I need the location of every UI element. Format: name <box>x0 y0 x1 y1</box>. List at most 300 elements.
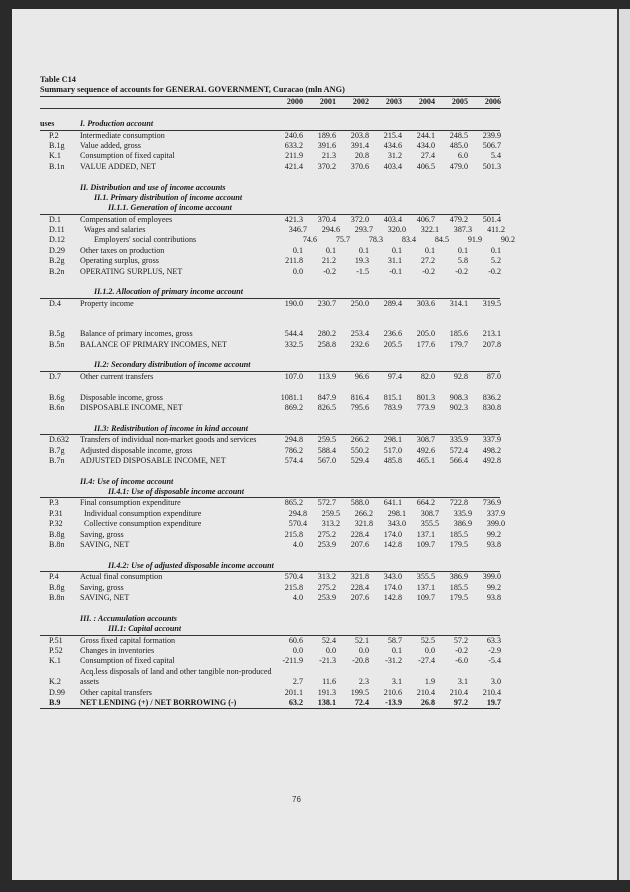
cell-value: 786.2 <box>284 445 303 455</box>
cell-value: 303.6 <box>416 298 435 308</box>
cell-value: 5.4 <box>490 151 501 161</box>
row-code: D.12 <box>49 235 65 245</box>
section-title: II.4: Use of income account <box>80 476 174 486</box>
cell-value: 479.2 <box>449 214 468 224</box>
row-code: B.2g <box>49 256 65 266</box>
cell-value: -21.3 <box>319 656 336 666</box>
cell-value: 498.2 <box>482 445 501 455</box>
row-label: Adjusted disposable income, gross <box>80 445 193 455</box>
cell-value: 74.6 <box>302 235 317 245</box>
row-label: Consumption of fixed capital <box>80 151 175 161</box>
row-label: Other taxes on production <box>80 245 165 255</box>
row-label: Employers' social contributions <box>94 235 197 245</box>
cell-value: 275.2 <box>317 529 336 539</box>
row-code: B.8n <box>49 540 65 550</box>
cell-value: 641.1 <box>383 498 402 508</box>
table-title: Summary sequence of accounts for GENERAL GOVERNMENT, Curacao (mln ANG) <box>40 85 500 96</box>
table-row <box>40 519 505 529</box>
cell-value: 0.0 <box>424 645 435 655</box>
page-number: 76 <box>292 795 301 804</box>
section-title: II.2: Secondary distribution of income account <box>94 360 251 370</box>
row-code: K.2 <box>49 677 61 687</box>
cell-value: 506.7 <box>482 140 501 150</box>
cell-value: 109.7 <box>416 592 435 602</box>
cell-value: 213.1 <box>482 329 501 339</box>
row-label: BALANCE OF PRIMARY INCOMES, NET <box>80 339 227 349</box>
table-row <box>40 141 500 151</box>
table-row <box>40 593 500 603</box>
cell-value: 4.0 <box>292 592 303 602</box>
section-title: II. Distribution and use of income accounts <box>80 182 226 192</box>
cell-value: -2.9 <box>488 645 501 655</box>
cell-value: 211.8 <box>285 256 303 266</box>
year-header: 2002 <box>352 97 369 107</box>
cell-value: -13.9 <box>385 697 402 707</box>
row-label: Wages and salaries <box>84 225 146 235</box>
cell-value: 836.2 <box>482 392 501 402</box>
cell-value: -0.1 <box>389 266 402 276</box>
table-row <box>40 225 505 235</box>
cell-value: 75.7 <box>335 235 350 245</box>
table-c14 <box>40 75 515 709</box>
cell-value: 372.0 <box>350 214 369 224</box>
cell-value: 27.4 <box>420 151 435 161</box>
cell-value: 550.2 <box>350 445 369 455</box>
cell-value: 343.0 <box>387 519 406 529</box>
cell-value: 96.6 <box>354 371 369 381</box>
section-title: II.1.2. Allocation of primary income account <box>94 287 243 297</box>
cell-value: 501.4 <box>482 214 501 224</box>
cell-value: 19.3 <box>354 256 369 266</box>
cell-value: 21.2 <box>321 256 336 266</box>
cell-value: 93.8 <box>486 540 501 550</box>
cell-value: -20.8 <box>352 656 369 666</box>
row-label: VALUE ADDED, NET <box>80 161 157 171</box>
cell-value: 322.1 <box>420 225 439 235</box>
cell-value: 544.4 <box>284 329 303 339</box>
row-code: B.6g <box>49 392 65 402</box>
cell-value: 387.3 <box>453 225 472 235</box>
row-label: Property income <box>80 298 134 308</box>
cell-value: 6.0 <box>457 151 468 161</box>
cell-value: 567.0 <box>317 455 336 465</box>
section-title: II.3: Redistribution of income in kind account <box>94 423 249 433</box>
table-row <box>40 162 500 172</box>
row-label: Saving, gross <box>80 582 124 592</box>
cell-value: 21.3 <box>321 151 336 161</box>
cell-value: 137.1 <box>416 582 435 592</box>
year-header: 2000 <box>286 97 303 107</box>
table-row <box>40 677 500 687</box>
cell-value: 355.5 <box>416 572 435 582</box>
cell-value: 633.2 <box>284 140 303 150</box>
cell-value: 177.6 <box>416 339 435 349</box>
row-code: B.8g <box>49 529 65 539</box>
cell-value: 236.6 <box>383 329 402 339</box>
row-label: SAVING, NET <box>80 540 130 550</box>
cell-value: 421.4 <box>284 161 303 171</box>
table-row <box>40 246 500 256</box>
cell-value: 19.7 <box>486 697 501 707</box>
cell-value: 572.4 <box>449 445 468 455</box>
cell-value: 2.7 <box>292 677 303 687</box>
row-code: P.2 <box>49 130 59 140</box>
table-row <box>40 572 500 582</box>
cell-value: 280.2 <box>317 329 336 339</box>
cell-value: 319.5 <box>482 298 501 308</box>
row-label: Operating surplus, gross <box>80 256 159 266</box>
cell-value: 0.1 <box>391 245 402 255</box>
cell-value: -31.2 <box>385 656 402 666</box>
cell-value: 664.2 <box>416 498 435 508</box>
cell-value: 298.1 <box>383 435 402 445</box>
cell-value: 492.8 <box>482 455 501 465</box>
cell-value: 174.0 <box>383 582 402 592</box>
cell-value: 26.8 <box>420 697 435 707</box>
row-label: Acq.less disposals of land and other tangible non-produced <box>80 666 272 676</box>
cell-value: 0.1 <box>490 245 501 255</box>
cell-value: 253.9 <box>317 592 336 602</box>
cell-value: 205.0 <box>416 329 435 339</box>
cell-value: 137.1 <box>416 529 435 539</box>
cell-value: 308.7 <box>416 435 435 445</box>
cell-value: 97.2 <box>453 697 468 707</box>
cell-value: 199.5 <box>350 687 369 697</box>
cell-value: 485.8 <box>383 455 402 465</box>
table-row <box>40 508 505 519</box>
row-code: B.1g <box>49 140 65 150</box>
cell-value: 321.8 <box>350 572 369 582</box>
table-row <box>40 498 500 508</box>
row-code: B.2n <box>49 266 65 276</box>
cell-value: 259.5 <box>321 508 340 518</box>
cell-value: 211.9 <box>285 151 303 161</box>
cell-value: 60.6 <box>288 635 303 645</box>
cell-value: 189.6 <box>317 130 336 140</box>
table-row <box>40 340 500 350</box>
cell-value: 93.8 <box>486 592 501 602</box>
cell-value: 570.4 <box>288 519 307 529</box>
cell-value: 0.1 <box>457 245 468 255</box>
row-label: Final consumption expenditure <box>80 498 181 508</box>
row-label: Value added, gross <box>80 140 141 150</box>
cell-value: 902.3 <box>449 402 468 412</box>
row-label: Individual consumption expenditure <box>84 508 202 518</box>
cell-value: 722.8 <box>449 498 468 508</box>
row-label: Intermediate consumption <box>80 130 165 140</box>
cell-value: 250.0 <box>350 298 369 308</box>
cell-value: 386.9 <box>453 519 472 529</box>
cell-value: 529.4 <box>350 455 369 465</box>
cell-value: 403.4 <box>383 161 402 171</box>
table-row <box>40 636 500 646</box>
cell-value: 5.8 <box>457 256 468 266</box>
cell-value: 191.3 <box>317 687 336 697</box>
cell-value: 0.1 <box>424 245 435 255</box>
cell-value: 406.7 <box>416 214 435 224</box>
cell-value: 244.1 <box>416 130 435 140</box>
cell-value: 20.8 <box>354 151 369 161</box>
cell-value: 346.7 <box>288 225 307 235</box>
row-code: P.3 <box>49 498 59 508</box>
cell-value: 370.2 <box>317 161 336 171</box>
cell-value: 574.4 <box>284 455 303 465</box>
cell-value: -0.2 <box>455 266 468 276</box>
table-row <box>40 267 500 277</box>
row-code: B.9 <box>49 697 61 707</box>
section-title: III. : Accumulation accounts <box>80 613 177 623</box>
cell-value: 566.4 <box>449 455 468 465</box>
cell-value: 253.9 <box>317 540 336 550</box>
cell-value: 3.0 <box>490 677 501 687</box>
cell-value: 335.9 <box>453 508 472 518</box>
cell-value: 0.0 <box>325 645 336 655</box>
cell-value: 321.8 <box>354 519 373 529</box>
table-row <box>40 215 500 225</box>
cell-value: 52.4 <box>321 635 336 645</box>
cell-value: 4.0 <box>292 540 303 550</box>
row-code: P.4 <box>49 572 59 582</box>
cell-value: 205.5 <box>383 339 402 349</box>
cell-value: 403.4 <box>383 214 402 224</box>
row-code: P.31 <box>49 508 63 518</box>
row-label: NET LENDING (+) / NET BORROWING (-) <box>80 697 237 707</box>
cell-value: 113.9 <box>318 371 336 381</box>
row-label: OPERATING SURPLUS, NET <box>80 266 183 276</box>
row-code: B.7n <box>49 455 65 465</box>
table-row <box>40 646 500 656</box>
row-code: D.632 <box>49 435 70 445</box>
cell-value: 399.0 <box>486 519 505 529</box>
cell-value: 411.2 <box>487 225 505 235</box>
row-code: K.1 <box>49 151 61 161</box>
cell-value: 207.6 <box>350 540 369 550</box>
cell-value: 63.3 <box>486 635 501 645</box>
row-label: Other capital transfers <box>80 687 152 697</box>
table-row <box>40 540 500 550</box>
cell-value: 332.5 <box>284 339 303 349</box>
row-code: K.1 <box>49 656 61 666</box>
cell-value: 3.1 <box>391 677 402 687</box>
cell-value: -0.2 <box>455 645 468 655</box>
table-row <box>40 530 500 540</box>
cell-value: 31.2 <box>387 151 402 161</box>
page-edge <box>617 9 630 880</box>
cell-value: 92.8 <box>453 371 468 381</box>
cell-value: 210.6 <box>383 687 402 697</box>
cell-value: -27.4 <box>418 656 435 666</box>
cell-value: 314.1 <box>449 298 468 308</box>
uses-label: uses <box>40 119 55 129</box>
cell-value: 406.5 <box>416 161 435 171</box>
cell-value: 795.6 <box>350 402 369 412</box>
table-row <box>40 456 500 466</box>
cell-value: 52.5 <box>420 635 435 645</box>
table-row <box>40 372 500 382</box>
cell-value: 826.5 <box>317 402 336 412</box>
cell-value: 99.2 <box>486 582 501 592</box>
cell-value: 588.4 <box>317 445 336 455</box>
cell-value: 399.0 <box>482 572 501 582</box>
cell-value: -1.5 <box>356 266 369 276</box>
cell-value: 421.3 <box>284 214 303 224</box>
row-label: ADJUSTED DISPOSABLE INCOME, NET <box>80 455 226 465</box>
row-label: Consumption of fixed capital <box>80 656 175 666</box>
cell-value: 58.7 <box>387 635 402 645</box>
row-label: SAVING, NET <box>80 592 130 602</box>
cell-value: 84.5 <box>434 235 449 245</box>
cell-value: 298.1 <box>387 508 406 518</box>
cell-value: 1081.1 <box>280 392 303 402</box>
year-header-row <box>40 97 500 109</box>
year-header: 2005 <box>451 97 468 107</box>
cell-value: 138.1 <box>317 697 336 707</box>
cell-value: 27.2 <box>420 256 435 266</box>
cell-value: 179.7 <box>449 339 468 349</box>
row-code: D.11 <box>49 225 65 235</box>
table-row <box>40 403 500 413</box>
cell-value: 343.0 <box>383 572 402 582</box>
table-row <box>40 151 500 161</box>
cell-value: 210.4 <box>449 687 468 697</box>
cell-value: 869.2 <box>284 402 303 412</box>
cell-value: 215.4 <box>383 130 402 140</box>
cell-value: 259.5 <box>317 435 336 445</box>
cell-value: 179.5 <box>449 540 468 550</box>
section-title: II.1.1. Generation of income account <box>108 203 232 213</box>
year-header: 2006 <box>484 97 501 107</box>
cell-value: 391.6 <box>317 140 336 150</box>
cell-value: 107.0 <box>284 371 303 381</box>
year-header: 2003 <box>385 97 402 107</box>
cell-value: 335.9 <box>449 435 468 445</box>
cell-value: 465.1 <box>416 455 435 465</box>
cell-value: 308.7 <box>420 508 439 518</box>
cell-value: 485.0 <box>449 140 468 150</box>
row-label: Compensation of employees <box>80 214 173 224</box>
cell-value: -6.0 <box>455 656 468 666</box>
cell-value: 275.2 <box>317 582 336 592</box>
table-row <box>40 235 515 246</box>
cell-value: 52.1 <box>354 635 369 645</box>
cell-value: 266.2 <box>350 435 369 445</box>
cell-value: 313.2 <box>321 519 340 529</box>
table-row <box>40 698 500 708</box>
table-row <box>40 131 500 141</box>
row-code: B.7g <box>49 445 65 455</box>
table-row <box>40 393 500 403</box>
section-title: III.1: Capital account <box>108 624 182 634</box>
row-code: B.8n <box>49 592 65 602</box>
cell-value: -211.9 <box>282 656 303 666</box>
section-header: uses I. Production account <box>40 119 500 130</box>
row-label: Collective consumption expenditure <box>84 519 202 529</box>
cell-value: 90.2 <box>500 235 515 245</box>
cell-value: 0.1 <box>292 245 303 255</box>
cell-value: 248.5 <box>449 130 468 140</box>
cell-value: 174.0 <box>383 529 402 539</box>
section-title: II.4.1: Use of disposable income account <box>108 487 245 497</box>
cell-value: 479.0 <box>449 161 468 171</box>
row-label: Actual final consumption <box>80 572 163 582</box>
cell-value: 185.6 <box>449 329 468 339</box>
row-code: D.7 <box>49 371 61 381</box>
cell-value: 0.0 <box>292 266 303 276</box>
cell-value: 78.3 <box>368 235 383 245</box>
row-code: P.51 <box>49 635 63 645</box>
cell-value: 815.1 <box>383 392 402 402</box>
cell-value: 266.2 <box>354 508 373 518</box>
table-row <box>40 299 500 309</box>
cell-value: 572.7 <box>317 498 336 508</box>
cell-value: 230.7 <box>317 298 336 308</box>
table-row <box>40 656 500 666</box>
cell-value: 97.4 <box>387 371 402 381</box>
cell-value: 99.2 <box>486 529 501 539</box>
row-label: Saving, gross <box>80 529 124 539</box>
cell-value: 434.0 <box>416 140 435 150</box>
table-row <box>40 256 500 266</box>
cell-value: 830.8 <box>482 402 501 412</box>
cell-value: 253.4 <box>350 329 369 339</box>
cell-value: 294.6 <box>321 225 340 235</box>
cell-value: 391.4 <box>350 140 369 150</box>
cell-value: 337.9 <box>486 508 505 518</box>
cell-value: 865.2 <box>284 498 303 508</box>
cell-value: 801.3 <box>416 392 435 402</box>
section-title: II.4.2: Use of adjusted disposable income account <box>108 560 274 570</box>
cell-value: 87.0 <box>486 371 501 381</box>
cell-value: 72.4 <box>354 697 369 707</box>
row-label: Balance of primary incomes, gross <box>80 329 193 339</box>
cell-value: 228.4 <box>350 529 369 539</box>
row-code: B.8g <box>49 582 65 592</box>
cell-value: 190.0 <box>284 298 303 308</box>
row-code: B.6n <box>49 402 65 412</box>
cell-value: 0.0 <box>292 645 303 655</box>
cell-value: 501.3 <box>482 161 501 171</box>
cell-value: 570.4 <box>284 572 303 582</box>
cell-value: 588.0 <box>350 498 369 508</box>
cell-value: -0.2 <box>422 266 435 276</box>
section-title: II.1. Primary distribution of income account <box>94 192 243 202</box>
cell-value: 258.8 <box>317 339 336 349</box>
cell-value: 1.9 <box>424 677 435 687</box>
cell-value: 313.2 <box>317 572 336 582</box>
cell-value: 215.8 <box>284 582 303 592</box>
cell-value: 2.3 <box>358 677 369 687</box>
cell-value: 239.9 <box>482 130 501 140</box>
year-header: 2004 <box>418 97 435 107</box>
row-label: DISPOSABLE INCOME, NET <box>80 402 183 412</box>
cell-value: 210.4 <box>416 687 435 697</box>
cell-value: 207.8 <box>482 339 501 349</box>
cell-value: 289.4 <box>383 298 402 308</box>
cell-value: 228.4 <box>350 582 369 592</box>
cell-value: 179.5 <box>449 592 468 602</box>
cell-value: 773.9 <box>416 402 435 412</box>
cell-value: 91.9 <box>467 235 482 245</box>
cell-value: 203.8 <box>350 130 369 140</box>
table-id: Table C14 <box>40 75 76 84</box>
cell-value: 0.1 <box>391 645 402 655</box>
cell-value: 908.3 <box>449 392 468 402</box>
cell-value: 210.4 <box>482 687 501 697</box>
cell-value: 11.6 <box>322 677 336 687</box>
row-label: assets <box>80 677 99 687</box>
cell-value: -0.2 <box>488 266 501 276</box>
cell-value: 337.9 <box>482 435 501 445</box>
